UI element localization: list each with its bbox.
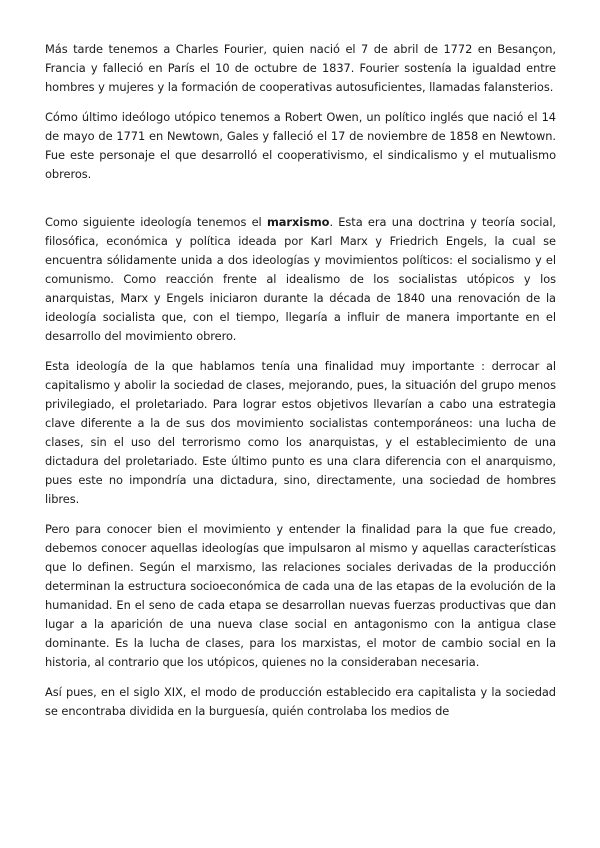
paragraph-marxismo-intro: Como siguiente ideología tenemos el — [45, 215, 267, 229]
paragraph-finalidad: Esta ideología de la que hablamos tenía una finalidad muy importante : derrocar al capitalismo y abolir la sociedad de clases, mejorando, pues, la situación del grupo menos privilegiado, el proletariado. Para lograr estos objetivos llevarían a cabo una estrategia clave diferente a la de sus dos movimiento socialistas contemporáneos: una lucha de clases, sin el uso del terrorismo como los anarquistas, y el establecimiento de una dictadura del proletariado. Este último punto es una clara diferencia con el anarquismo, pues este no impondría una dictadura, sino, directamente, una sociedad de hombres libres. — [45, 359, 556, 506]
document-page — [45, 40, 556, 732]
paragraph-marxismo-body: . Esta era una doctrina y teoría social, filosófica, económica y política ideada por Karl Marx y Friedrich Engels, la cual se encuentra sólidamente unida a dos ideologías y movimientos políticos: el socialismo y el comunismo. Como reacción frente al idealismo de los socialistas utópicos y los anarquistas, Marx y Engels iniciaron durante la década de 1840 una renovación de la ideología socialista que, con el tiempo, llegaría a influir de manera importante en el desarrollo del movimiento obrero. — [45, 215, 557, 343]
marxismo-term: marxismo — [266, 215, 330, 229]
paragraph-fourier: Más tarde tenemos a Charles Fourier, quien nació el 7 de abril de 1772 en Besançon, Francia y falleció en París el 10 de octubre de 1837. Fourier sostenía la igualdad entre hombres y mujeres y la formación de cooperativas autosuficientes, llamadas falansterios. — [45, 42, 556, 94]
paragraph-siglo-xix: Así pues, en el siglo XIX, el modo de producción establecido era capitalista y la sociedad se encontraba dividida en la burguesía, quién controlaba los medios de — [45, 685, 556, 718]
paragraph-owen: Cómo último ideólogo utópico tenemos a Robert Owen, un político inglés que nació el 14 de mayo de 1771 en Newtown, Gales y falleció el 17 de noviembre de 1858 en Newtown. Fue este personaje el que desarrolló el cooperativismo, el sindicalismo y el mutualismo obreros. — [45, 110, 556, 181]
paragraph-marxismo — [45, 213, 556, 346]
paragraph-lucha-clases: Pero para conocer bien el movimiento y entender la finalidad para la que fue creado, debemos conocer aquellas ideologías que impulsaron al mismo y aquellas características que lo definen. Según el marxismo, las relaciones sociales derivadas de la producción determinan la estructura socioeconómica de cada una de las etapas de la evolución de la humanidad. En el seno de cada etapa se desarrollan nuevas fuerzas productivas que dan lugar a la aparición de una nueva clase social en antagonismo con la antigua clase dominante. Es la lucha de clases, para los marxistas, el motor de cambio social en la historia, al contrario que los utópicos, quienes no la consideraban necesaria. — [45, 522, 556, 669]
